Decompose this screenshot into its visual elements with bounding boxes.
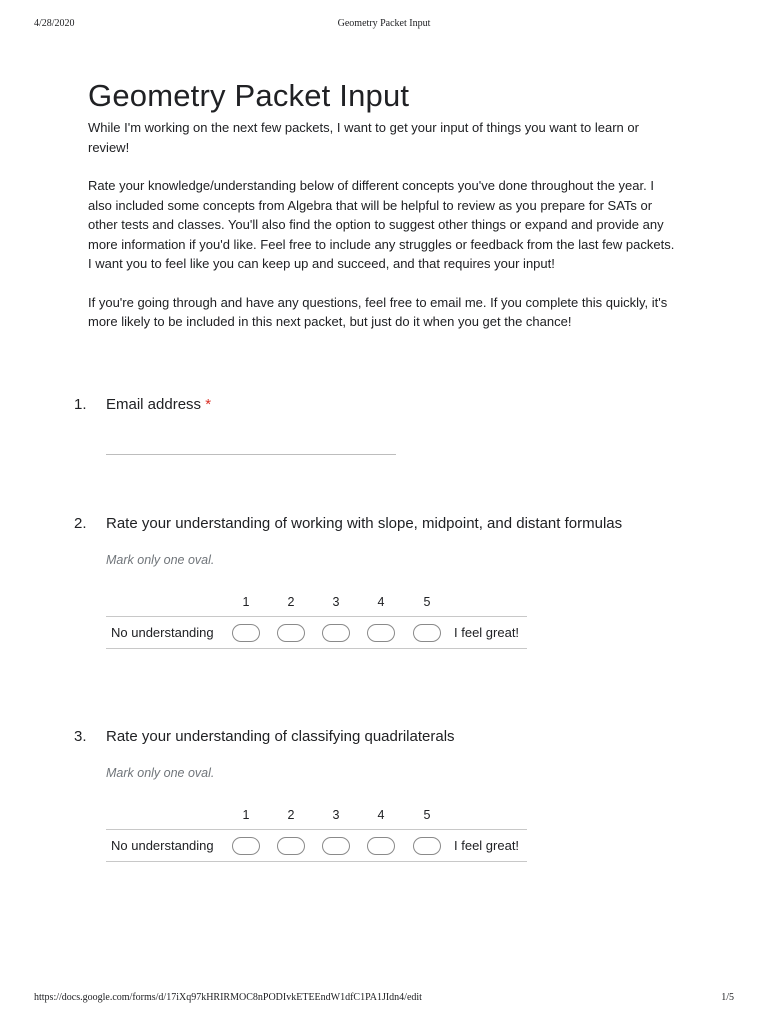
description-paragraph: If you're going through and have any questions, feel free to email me. If you complete this quickly, it's more likely to be included in this next packet, but just do it when you get the chance! xyxy=(88,294,668,329)
scale-low-label: No understanding xyxy=(111,838,214,853)
question-title xyxy=(72,728,672,750)
form-description xyxy=(88,118,678,351)
description-paragraph: While I'm working on the next few packets, I want to get your input of things you want to learn or review! xyxy=(88,120,639,155)
print-url: https://docs.google.com/forms/d/17iXq97kHRIRMOC8nPODIvkETEEndW1dfC1PA1JIdn4/edit xyxy=(34,992,422,1003)
rating-oval-2[interactable] xyxy=(277,837,305,855)
scale-high-label: I feel great! xyxy=(454,625,520,640)
rating-oval-1[interactable] xyxy=(232,837,260,855)
print-header xyxy=(34,18,734,32)
description-paragraph: Rate your knowledge/understanding below of different concepts you've done throughout the year. I also included some concepts from Algebra that will be helpful to review as you prepare for SATs or other tests and classes. You'll also find the option to suggest other things or expand and provide any more information if you'd like. Feel free to include any struggles or feedback from the last few packets. I want you to feel like you can keep up and succeed, and that requires your input! xyxy=(88,178,675,271)
print-footer xyxy=(34,992,734,1006)
scale-number: 5 xyxy=(423,808,431,822)
linear-scale xyxy=(106,595,527,653)
question-number: 2. xyxy=(74,515,87,532)
scale-row xyxy=(106,829,527,862)
question-title xyxy=(72,396,672,418)
linear-scale xyxy=(106,808,527,866)
rating-oval-1[interactable] xyxy=(232,624,260,642)
scale-number: 4 xyxy=(377,595,385,609)
question-number: 1. xyxy=(74,396,87,413)
question-text xyxy=(106,396,211,413)
question-quadrilaterals xyxy=(72,728,672,853)
scale-number: 2 xyxy=(287,595,295,609)
scale-number: 3 xyxy=(332,808,340,822)
scale-number: 2 xyxy=(287,808,295,822)
mark-one-note: Mark only one oval. xyxy=(106,553,215,567)
rating-oval-2[interactable] xyxy=(277,624,305,642)
question-email xyxy=(72,396,672,418)
scale-high-label: I feel great! xyxy=(454,838,520,853)
rating-oval-5[interactable] xyxy=(413,624,441,642)
rating-oval-5[interactable] xyxy=(413,837,441,855)
scale-number: 1 xyxy=(242,808,250,822)
scale-row xyxy=(106,616,527,649)
rating-oval-3[interactable] xyxy=(322,624,350,642)
question-title xyxy=(72,515,672,537)
scale-number: 1 xyxy=(242,595,250,609)
scale-number: 5 xyxy=(423,595,431,609)
email-input-line[interactable] xyxy=(106,454,396,455)
question-number: 3. xyxy=(74,728,87,745)
scale-number: 3 xyxy=(332,595,340,609)
question-text: Rate your understanding of classifying quadrilaterals xyxy=(106,728,455,745)
print-title: Geometry Packet Input xyxy=(337,18,431,29)
mark-one-note: Mark only one oval. xyxy=(106,766,215,780)
print-date: 4/28/2020 xyxy=(34,18,75,29)
question-text: Rate your understanding of working with slope, midpoint, and distant formulas xyxy=(106,515,623,532)
rating-oval-4[interactable] xyxy=(367,837,395,855)
scale-number: 4 xyxy=(377,808,385,822)
question-slope-midpoint xyxy=(72,515,672,640)
rating-oval-3[interactable] xyxy=(322,837,350,855)
rating-oval-4[interactable] xyxy=(367,624,395,642)
form-title: Geometry Packet Input xyxy=(88,78,410,113)
required-asterisk: * xyxy=(205,396,212,413)
question-label: Email address xyxy=(106,396,202,413)
page-number: 1/5 xyxy=(721,992,734,1003)
scale-low-label: No understanding xyxy=(111,625,214,640)
